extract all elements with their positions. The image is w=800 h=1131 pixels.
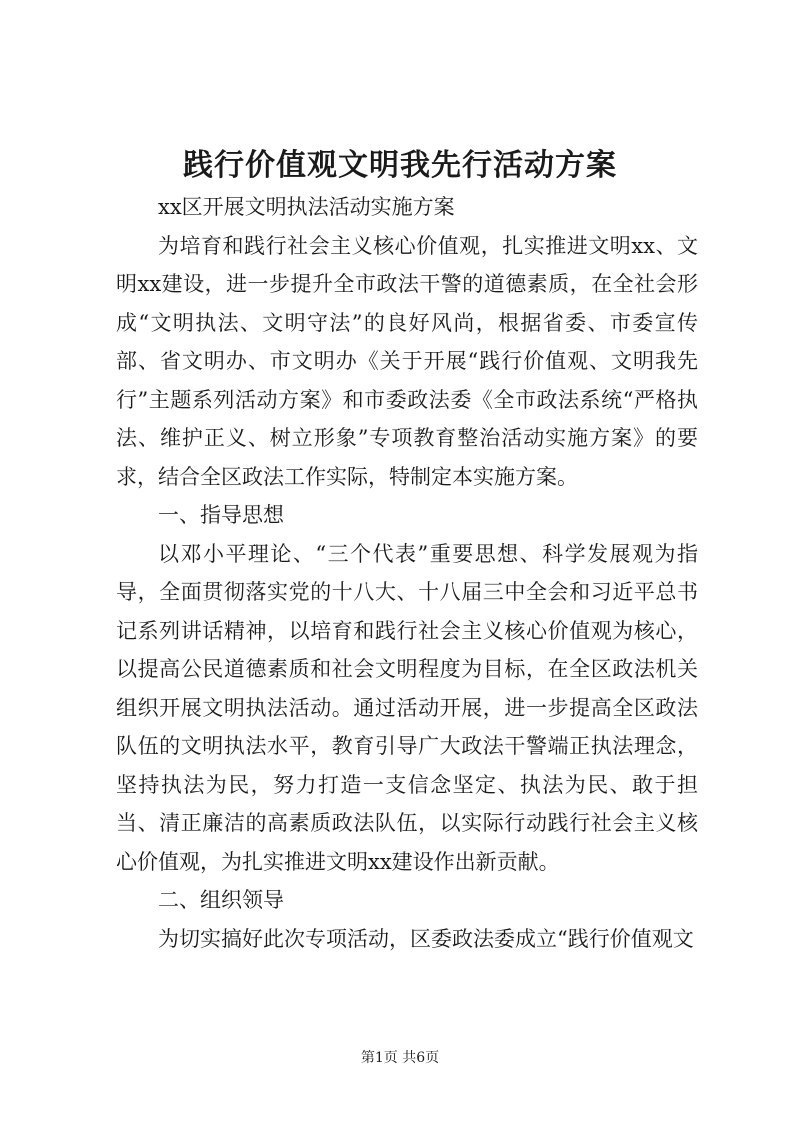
section-heading-organization: 二、组织领导 xyxy=(158,888,284,912)
organization-paragraph: 为切实搞好此次专项活动，区委政法委成立“践行价值观文 xyxy=(158,926,694,951)
subtitle-paragraph: xx区开展文明执法活动实施方案 xyxy=(158,195,455,219)
intro-paragraph: 为培育和践行社会主义核心价值观，扎实推进文明xx、文明xx建设，进一步提升全市政法干警的道德素质，在全社会形成“文明执法、文明守法”的良好风尚，根据省委、市委宣传部、省文明办、市文明办《关于开展“践行价值观、文明我先行”主题系列活动方案》和市委政法委《全市政法系统“严格执法、维护正义、树立形象”专项教育整治活动实施方案》的要求，结合全区政法工作实际，特制定本实施方案。 xyxy=(116,233,698,489)
page-footer: 第1页 共6页 xyxy=(360,1050,440,1066)
section-heading-guiding-thought: 一、指导思想 xyxy=(158,503,284,527)
document-body xyxy=(116,188,698,958)
document-title: 践行价值观文明我先行活动方案 xyxy=(183,148,617,183)
guiding-thought-paragraph: 以邓小平理论、“三个代表”重要思想、科学发展观为指导，全面贯彻落实党的十八大、十八届三中全会和习近平总书记系列讲话精神，以培育和践行社会主义核心价值观为核心，以提高公民道德素质和社会文明程度为目标，在全区政法机关组织开展文明执法活动。通过活动开展，进一步提高全区政法队伍的文明执法水平，教育引导广大政法干警端正执法理念，坚持执法为民，努力打造一支信念坚定、执法为民、敢于担当、清正廉洁的高素质政法队伍，以实际行动践行社会主义核心价值观，为扎实推进文明xx建设作出新贡献。 xyxy=(116,541,698,874)
